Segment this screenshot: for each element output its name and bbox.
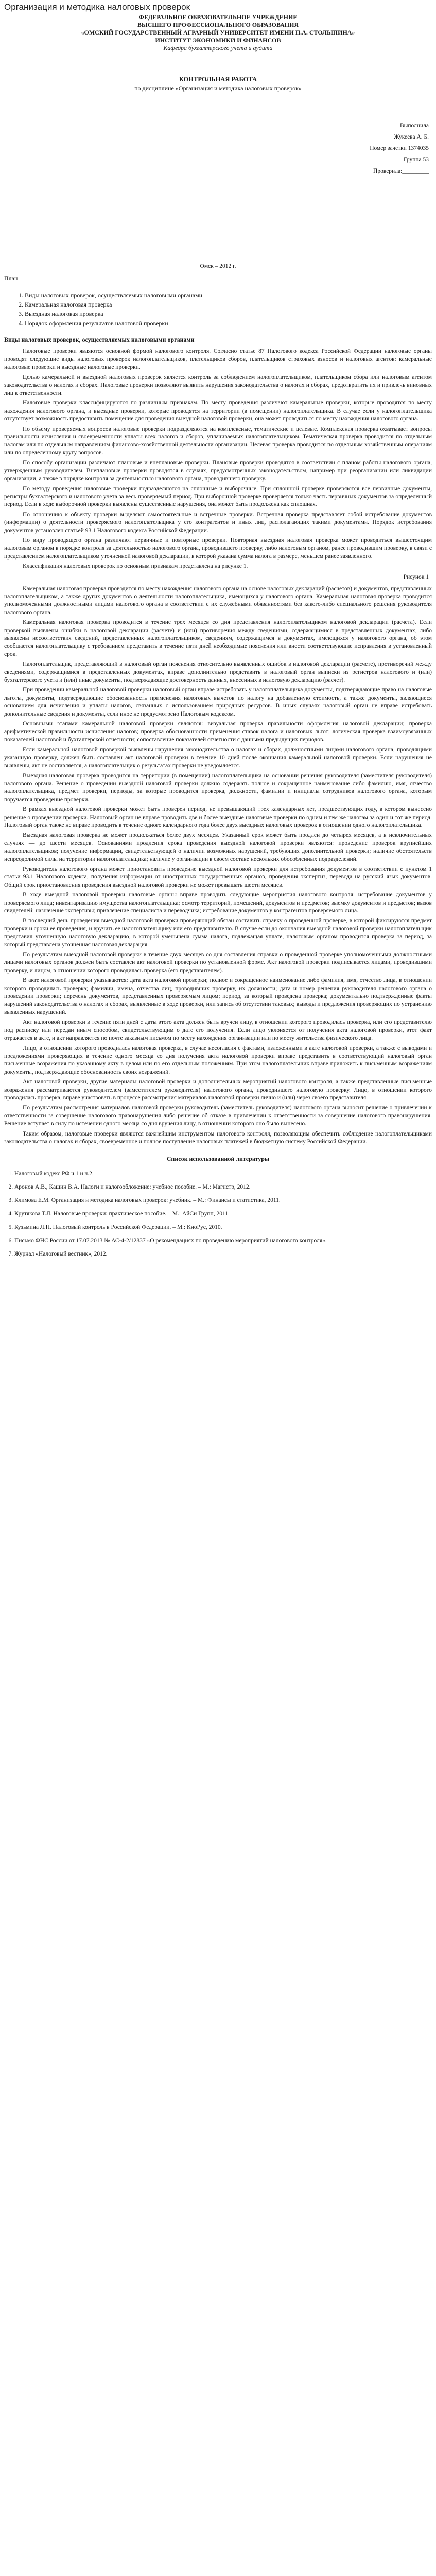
paragraph: Акт налоговой проверки, другие материалы налоговой проверки и дополнительных мероприятий налогового контроля, а также представленные письменные возражения рассматриваются руководителем (заместителем руководителя) налогового органа, проводившего налоговую проверку. Лицо, в отношении которого проводилась проверка, вправе участвовать в процессе рассмотрения материалов налоговой проверки лично и (или) через своего представителя.: [4, 1079, 432, 1101]
references-title: Список использованной литературы: [166, 1155, 270, 1163]
section-2-body: [4, 585, 432, 770]
paragraph: Выездная налоговая проверка проводится на территории (в помещении) налогоплательщика на основании решения руководителя (заместителя руководителя) налогового органа. Решение о проведении выездной налоговой проверки должно содержать полное и сокращенное наименование либо фамилию, имя, отчество налогоплательщика, предмет проверки, периоды, за которые проводится проверка, должности, фамилии и инициалы сотрудников налогового органа, которым поручается проведение проверки.: [4, 772, 432, 803]
header-line-5: Кафедра бухгалтерского учета и аудита: [163, 44, 273, 52]
references-list: [4, 1167, 432, 1261]
paragraph: Камеральная налоговая проверка проводится по месту нахождения налогового органа на основе налоговых деклараций (расчетов) и документов, представленных налогоплательщиком, а также других документов о деятельности налогоплательщика, имеющихся у налогового органа. Камеральная налоговая проверка проводится уполномоченными должностными лицами налогового органа в соответствии с их служебными обязанностями без какого-либо специального решения руководителя налогового органа.: [4, 585, 432, 616]
author-block: [4, 120, 432, 177]
section-3-body: [4, 772, 432, 950]
paragraph: По результатам выездной налоговой проверки в течение двух месяцев со дня составления справки о проведенной проверке уполномоченными должностными лицами налоговых органов должен быть составлен акт налоговой проверки по установленной форме. Акт налоговой проверки подписывается лицами, проводившими проверку, и лицом, в отношении которого проводилась проверка (его представителем).: [4, 952, 432, 974]
plan-title: План: [4, 275, 18, 282]
paragraph: В ходе выездной налоговой проверки налоговые органы вправе проводить следующие мероприятия налогового контроля: истребование документов у проверяемого лица; инвентаризацию имущества налогоплательщика; осмотр территорий, помещений, документов и предметов; выемку документов и предметов; вызов свидетелей; назначение экспертизы; привлечение специалиста и переводчика; истребование документов у контрагентов проверяемого лица.: [4, 892, 432, 914]
paragraph: По отношению к объекту проверки выделяют самостоятельные и встречные проверки. Встречная проверка представляет собой истребование документов (информации) о деятельности проверяемого налогоплательщика у его контрагентов и иных лиц, располагающих такими документами. Порядок истребования документов установлен статьей 93.1 Налогового кодекса Российской Федерации.: [4, 511, 432, 534]
reference-item: 2. Аронов А.В., Кашин В.А. Налоги и налогообложение: учебное пособие. – М.: Магистр, 2012.: [14, 1180, 432, 1194]
section-1-body: [4, 348, 432, 571]
reference-item: 1. Налоговый кодекс РФ ч.1 и ч.2.: [14, 1167, 432, 1180]
page-title: Организация и методика налоговых проверок: [4, 2, 190, 12]
paragraph: В акте налоговой проверки указываются: дата акта налоговой проверки; полное и сокращенное наименование либо фамилия, имя, отчество лица, в отношении которого проводилась проверка; фамилии, имена, отчества лиц, проводивших проверку, их должности; дата и номер решения руководителя налогового органа о проведении проверки; перечень документов, представленных проверяемым лицом; период, за который проведена проверка; документально подтвержденные факты нарушений законодательства о налогах и сборах, выявленные в ходе проверки, или запись об отсутствии таковых; выводы и предложения проверяющих по устранению выявленных нарушений.: [4, 977, 432, 1015]
paragraph: При проведении камеральной налоговой проверки налоговый орган вправе истребовать у налогоплательщика документы, подтверждающие право на налоговые льготы, документы, подтверждающие обоснованность применения налоговых вычетов по налогу на добавленную стоимость, а также документы, являющиеся основанием для исчисления и уплаты налогов, связанных с использованием природных ресурсов. В иных случаях налоговый орган не вправе истребовать дополнительные сведения и документы, если иное не предусмотрено Налоговым кодексом.: [4, 687, 432, 717]
paragraph: По способу организации различают плановые и внеплановые проверки. Плановые проверки проводятся в соответствии с планом работы налогового органа, утвержденным руководителем. Внеплановые проверки проводятся в случаях, предусмотренных законодательством, например при реорганизации или ликвидации организации, а также в порядке контроля за деятельностью налогового органа, проводившего проверку.: [4, 460, 432, 482]
paragraph: По методу проведения налоговые проверки подразделяются на сплошные и выборочные. При сплошной проверке проверяются все первичные документы, регистры бухгалтерского и налогового учета за весь проверяемый период. При выборочной проверке проверяется только часть первичных документов за определенный период. Если в ходе выборочной проверки выявлены существенные нарушения, она может быть продолжена как сплошная.: [4, 485, 432, 508]
paragraph: Акт налоговой проверки в течение пяти дней с даты этого акта должен быть вручен лицу, в отношении которого проводилась проверка, или его представителю под расписку или передан иным способом, свидетельствующим о дате его получения. Если лицо уклоняется от получения акта налоговой проверки, этот факт отражается в акте, и акт направляется по почте заказным письмом по месту нахождения организации или по месту жительства физического лица.: [4, 1019, 432, 1042]
paragraph: По результатам рассмотрения материалов налоговой проверки руководитель (заместитель руководителя) налогового органа выносит решение о привлечении к ответственности за совершение налогового правонарушения либо решение об отказе в привлечении к ответственности за совершение налогового правонарушения. Решение вступает в силу по истечении одного месяца со дня вручения лицу, в отношении которого оно было вынесено.: [4, 1105, 432, 1127]
work-subtitle: по дисциплине «Организация и методика налоговых проверок»: [134, 84, 302, 92]
paragraph: Лицо, в отношении которого проводилась налоговая проверка, в случае несогласия с фактами, изложенными в акте налоговой проверки, а также с выводами и предложениями проверяющих в течение одного месяца со дня получения акта налоговой проверки вправе представить в соответствующий налоговый орган письменные возражения по указанному акту в целом или по его отдельным положениям. При этом налогоплательщик вправе приложить к письменным возражениям документы, подтверждающие обоснованность своих возражений.: [4, 1045, 432, 1075]
paragraph: Целью камеральной и выездной налоговых проверок является контроль за соблюдением налогоплательщиком, плательщиком сбора или налоговым агентом законодательства о налогах и сборах. Налоговые проверки позволяют выявить нарушения законодательства о налогах и сборах, предотвратить их и привлечь виновных лиц к ответственности.: [4, 374, 432, 397]
paragraph: Выездная налоговая проверка не может продолжаться более двух месяцев. Указанный срок может быть продлен до четырех месяцев, а в исключительных случаях — до шести месяцев. Основаниями продления срока проведения выездной налоговой проверки являются: проведение проверок крупнейших налогоплательщиков; получение информации, свидетельствующей о наличии возможных нарушений, требующих дополнительной проверки; наличие обстоятельств непреодолимой силы на территории налогоплательщика; наличие у организации в своем составе нескольких обособленных подразделений.: [4, 832, 432, 862]
university-header: [4, 13, 432, 52]
reference-item: 7. Журнал «Налоговый вестник», 2012.: [14, 1247, 432, 1261]
reference-item: 4. Крутякова Т.Л. Налоговые проверки: практическое пособие. – М.: АйСи Групп, 2011.: [14, 1207, 432, 1221]
work-title: КОНТРОЛЬНАЯ РАБОТА: [179, 76, 257, 83]
author-line-4: Группа 53: [403, 157, 429, 163]
header-line-1: ФЕДЕРАЛЬНОЕ ОБРАЗОВАТЕЛЬНОЕ УЧРЕЖДЕНИЕ: [138, 13, 298, 21]
plan-item: 2. Камеральная налоговая проверка: [25, 300, 432, 309]
plan-item: 3. Выездная налоговая проверка: [25, 309, 432, 318]
city-year: Омск – 2012 г.: [200, 263, 236, 269]
reference-item: 5. Кузьмина Л.П. Налоговый контроль в Российской Федерации. – М.: КноРус, 2010.: [14, 1221, 432, 1234]
paragraph: Камеральная налоговая проверка проводится в течение трех месяцев со дня представления налогоплательщиком налоговой декларации (расчета). Если проверкой выявлены ошибки в налоговой декларации (расчете) и (или) противоречия между сведениями, содержащимися в представленных документах, либо выявлены несоответствия сведений, представленных налогоплательщиком, сведениям, содержащимся в документах, имеющихся у налогового органа, об этом сообщается налогоплательщику с требованием представить в течение пяти дней необходимые пояснения или внести соответствующие исправления в установленный срок.: [4, 619, 432, 657]
paragraph: Если камеральной налоговой проверкой выявлены нарушения законодательства о налогах и сборах, должностными лицами налогового органа, проводящими указанную проверку, должен быть составлен акт налоговой проверки в течение 10 дней после окончания камеральной налоговой проверки. Если нарушения не выявлены, акт не составляется, а налогоплательщик о результатах проверки не уведомляется.: [4, 747, 432, 769]
header-line-3: «ОМСКИЙ ГОСУДАРСТВЕННЫЙ АГРАРНЫЙ УНИВЕРСИТЕТ ИМЕНИ П.А. СТОЛЫПИНА»: [81, 29, 355, 36]
plan-list: [4, 291, 432, 328]
paragraph: Налоговые проверки классифицируются по различным признакам. По месту проведения различают камеральные проверки, которые проводятся по месту нахождения налогового органа, и выездные проверки, которые проводятся на территории (в помещении) налогоплательщика. В случае если у налогоплательщика отсутствует возможность предоставить помещение для проведения выездной налоговой проверки, она может проводиться по месту нахождения налогового органа.: [4, 400, 432, 422]
paragraph: Таким образом, налоговые проверки являются важнейшим инструментом налогового контроля, позволяющим обеспечить соблюдение налогоплательщиками законодательства о налогах и сборах, своевременное и полное поступление налоговых платежей в бюджетную систему Российской Федерации.: [4, 1130, 432, 1145]
paragraph: Руководитель налогового органа может приостановить проведение выездной налоговой проверки для истребования документов в соответствии с пунктом 1 статьи 93.1 Налогового кодекса, получения информации от иностранных государственных органов, проведения экспертиз, перевода на русский язык документов. Общий срок приостановления проведения выездной налоговой проверки не может превышать шести месяцев.: [4, 866, 432, 888]
section-heading-1: Виды налоговых проверок, осуществляемых налоговыми органами: [4, 336, 195, 343]
reference-item: 6. Письмо ФНС России от 17.07.2013 № АС-4-2/12837 «О рекомендациях по проведению мероприятий налогового контроля».: [14, 1234, 432, 1247]
reference-item: 3. Климова Е.М. Организация и методика налоговых проверок: учебник. – М.: Финансы и статистика, 2011.: [14, 1194, 432, 1207]
figure-caption: Рисунок 1: [403, 573, 429, 580]
plan-item: 1. Виды налоговых проверок, осуществляемых налоговыми органами: [25, 291, 432, 300]
paragraph: Налогоплательщик, представляющий в налоговый орган пояснения относительно выявленных ошибок в налоговой декларации (расчете), противоречий между сведениями, содержащимися в представленных документах, вправе дополнительно представить в налоговый орган выписки из регистров налогового и (или) бухгалтерского учета и (или) иные документы, подтверждающие достоверность данных, внесенных в налоговую декларацию (расчет).: [4, 661, 432, 684]
paragraph: Основными этапами камеральной налоговой проверки являются: визуальная проверка правильности оформления налоговой декларации; проверка арифметической правильности исчисления налогов; проверка обоснованности применения ставок налога и налоговых льгот; логическая проверка взаимоувязанных показателей налоговой и бухгалтерской отчетности; сопоставление показателей отчетности с данными предыдущих периодов.: [4, 721, 432, 743]
header-line-4: ИНСТИТУТ ЭКОНОМИКИ И ФИНАНСОВ: [155, 37, 281, 44]
author-line-5: Проверила:_________: [373, 168, 429, 174]
author-line-1: Выполнила: [399, 123, 429, 129]
author-line-2: Жукеева А. Б.: [394, 134, 429, 140]
author-line-3: Номер зачетки 1374035: [370, 145, 429, 151]
header-line-2: ВЫСШЕГО ПРОФЕССИОНАЛЬНОГО ОБРАЗОВАНИЯ: [137, 21, 299, 28]
paragraph: По объему проверяемых вопросов налоговые проверки подразделяются на комплексные, тематические и целевые. Комплексная проверка охватывает вопросы правильности исчисления и своевременности уплаты всех налогов и сборов, уплачиваемых налогоплательщиком. Тематическая проверка проводится по отдельным налогам или по отдельным направлениям финансово-хозяйственной деятельности организации. Целевая проверка проводится по отдельным хозяйственным операциям или по определенному кругу вопросов.: [4, 426, 432, 456]
paragraph: По виду проводящего органа различают первичные и повторные проверки. Повторная выездная налоговая проверка может проводиться вышестоящим налоговым органом в порядке контроля за деятельностью налогового органа, проводившего проверку, либо налоговым органом, ранее проводившим проверку, в связи с представлением налогоплательщиком уточненной налоговой декларации, в которой указана сумма налога в размере, меньшем ранее заявленного.: [4, 537, 432, 560]
paragraph: Налоговые проверки являются основной формой налогового контроля. Согласно статье 87 Налогового кодекса Российской Федерации налоговые органы проводят следующие виды налоговых проверок налогоплательщиков, плательщиков сборов, плательщиков страховых взносов и налоговых агентов: камеральные налоговые проверки и выездные налоговые проверки.: [4, 348, 432, 370]
section-4-body: [4, 951, 432, 1146]
paragraph: В рамках выездной налоговой проверки может быть проверен период, не превышающий трех календарных лет, предшествующих году, в котором вынесено решение о проведении проверки. Налоговый орган не вправе проводить две и более выездные налоговые проверки по одним и тем же налогам за один и тот же период. Налоговый орган также не вправе проводить в течение одного календарного года более двух выездных налоговых проверок в отношении одного налогоплательщика.: [4, 806, 432, 828]
paragraph: В последний день проведения выездной налоговой проверки проверяющий обязан составить справку о проведенной проверке, в которой фиксируются предмет проверки и сроки ее проведения, и вручить ее налогоплательщику или его представителю. В случае если до окончания выездной налоговой проверки налогоплательщик представил уточненную налоговую декларацию, в которой уменьшена сумма налога, подлежащая уплате, налоговым органом проводится проверка за период, за который представлена уточненная налоговая декларация.: [4, 918, 432, 948]
paragraph: Классификация налоговых проверок по основным признакам представлена на рисунке 1.: [23, 563, 248, 570]
plan-item: 4. Порядок оформления результатов налоговой проверки: [25, 318, 432, 328]
